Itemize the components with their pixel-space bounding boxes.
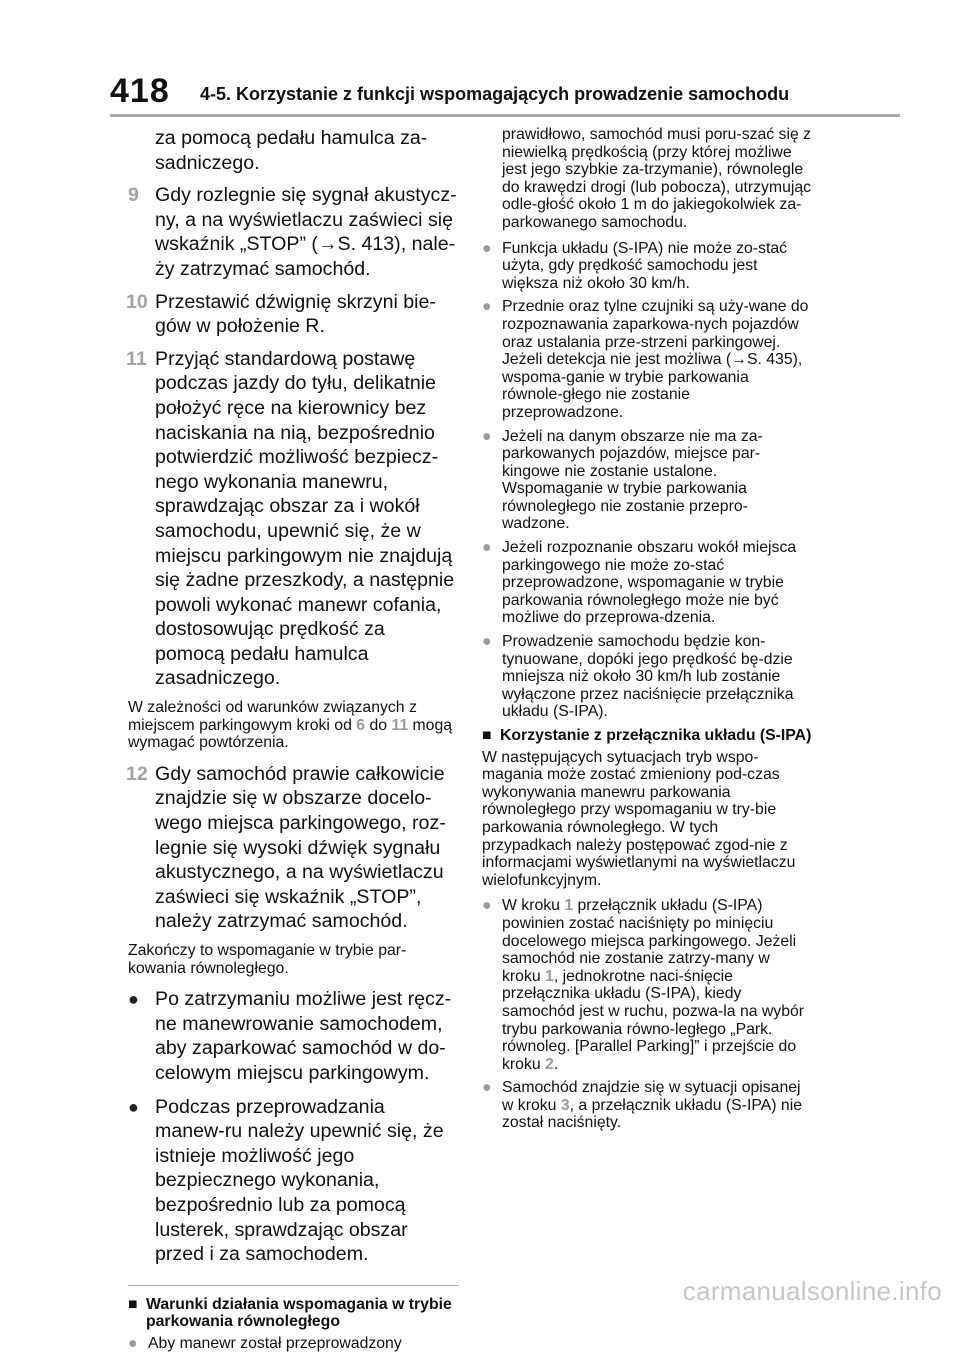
step-number: 12 [126,762,148,785]
step-text: Gdy rozlegnie się sygnał akustycz-ny, a na wyświetlaczu zaświeci się wskaźnik „STOP” (→S. 413), nale-ży zatrzymać samochód. [155,184,457,280]
bullet-item [482,298,812,421]
step-ref: 3 [560,1096,570,1114]
bullet-dot-icon: ● [482,239,492,257]
bullet-item [482,1079,812,1132]
bullet-text [502,1079,802,1131]
step-number: 11 [126,347,147,370]
step-ref: 2 [545,1055,554,1073]
intro-text: za pomocą pedału hamulca za-sadniczego. [155,127,428,174]
header-rule [110,114,900,117]
text-part: , jednokrotne naci-śnięcie przełącznika układu (S-IPA), kiedy samochód jest w ruchu, pozwa-la na wybór trybu parkowania równo-ległego „Park. równoleg. [Parallel Parking]” i przejście do kroku [502,967,805,1073]
text-part: przełącznik układu (S-IPA) powinien zostać naciśnięty po minięciu docelowego miejsca parkingowego. Jeżeli samochód nie zostanie zatrzy-many w kroku [502,897,797,985]
bullet-dot-icon: ● [128,1096,139,1117]
section-divider [128,1285,458,1286]
bullet-item [128,1095,458,1267]
square-bullet-icon: ■ [128,1295,138,1313]
step-text: Przestawić dźwignię skrzyni bie-gów w położenie R. [155,290,436,338]
bullet-dot-icon: ● [128,989,139,1010]
left-column [128,126,458,1359]
bullet-text: Jeżeli na danym obszarze nie ma za-parkowanych pojazdów, miejsce par-kingowe nie zostanie ustalone. Wspomaganie w trybie parkowania równoległego nie zostanie przepro-wadzone. [502,427,763,533]
section-title: 4-5. Korzystanie z funkcji wspomagających prowadzenie samochodu [200,84,790,104]
bullet-item [482,633,812,721]
note-text: W zależności od warunków związanych z miejscem parkingowym kroki od [128,699,417,734]
step-text: Gdy samochód prawie całkowicie znajdzie się w obszarze docelo-wego miejsca parkingowego, roz-legnie się wysoki dźwięk sygnału akustycznego, a na wyświetlaczu zaświeci się wskaźnik „STOP”, należy zatrzymać samochód. [155,762,446,933]
bullet-item [128,987,458,1085]
bullet-dot-icon: ● [482,539,492,557]
bullet-text: Prowadzenie samochodu będzie kon-tynuowane, dopóki jego prędkość bę-dzie mniejsza niż około 30 km/h lub zostanie wyłączone przez naciśnięcie przełącznika układu (S-IPA). [502,633,794,721]
step-number: 9 [128,184,139,207]
note-repeat-steps [128,699,458,752]
step-number: 10 [126,290,148,313]
note-end-assist: Zakończy to wspomaganie w trybie par-kowania równoległego. [128,942,407,977]
step-10 [128,290,458,339]
continued-text: prawidłowo, samochód musi poru-szać się z niewielką prędkością (przy której możliwe jest jego szybkie za-trzymanie), równolegle do krawędzi drogi (lub pobocza), utrzymując odle-głość około 1 m do jakiegokolwiek za-parkowanego samochodu. [502,126,812,231]
text-part: W kroku [502,897,560,915]
bullet-text: Aby manewr został przeprowadzony [148,1334,402,1352]
paragraph-text: W następujących sytuacjach tryb wspo-magania może zostać zmieniony pod-czas wykonywania manewru parkowania równoległego przy wspomaganiu w try-bie parkowania równoległego. W tych przypadkach należy postępować zgod-nie z informacjami wyświetlanymi na wyświetlaczu wielofunkcyjnym. [482,748,796,889]
bullet-text: Jeżeli rozpoznanie obszaru wokół miejsca parkingowego nie może zo-stać przeprowadzone, wspomaganie w trybie parkowania równoległego może nie być możliwe do przeprowa-dzenia. [502,539,797,627]
step-12 [128,762,458,934]
bullet-item [482,539,812,627]
text-part: . [553,1055,559,1073]
heading-text: Korzystanie z przełącznika układu (S-IPA) [500,727,812,744]
bullet-item [482,428,812,534]
note-text: mogą wymagać powtórzenia. [128,716,453,752]
step-text: Przyjąć standardową postawę podczas jazdy do tyłu, delikatnie położyć ręce na kierownicy bez naciskania na nią, bezpośrednio potwierdzić możliwość bezpiecz-nego wykonania manewru, sprawdzając obszar za i wokół samochodu, upewnić się, że w miejscu parkingowym nie znajdują się żadne przeszkody, a następnie powoli wykonać manewr cofania, dostosowując prędkość za pomocą pedału hamulca zasadniczego. [155,347,455,690]
step-ref: 1 [545,967,554,985]
page-header [0,0,960,120]
watermark: carmanualsonline.info [682,1276,942,1306]
bullet-dot-icon: ● [482,427,492,445]
bullet-dot-icon: ● [482,1079,492,1097]
note-text: do [369,716,388,734]
bullet-dot-icon: ● [128,1334,138,1352]
bullet-item [482,897,812,1073]
step-11 [128,347,458,691]
bullet-text: Przednie oraz tylne czujniki są uży-wane do rozpoznawania zaparkowa-nych pojazdów oraz ustalania prze-strzeni parkingowej. Jeżeli detekcja nie jest możliwa (→S. 435), wspoma-ganie w trybie parkowania równole-głego nie zostanie przeprowadzone. [502,298,809,421]
text-part: , a przełącznik układu (S-IPA) nie został naciśnięty. [502,1096,802,1132]
bullet-text [502,897,804,1072]
bullet-text: Funkcja układu (S-IPA) nie może zo-stać użyta, gdy prędkość samochodu jest większa niż około 30 km/h. [502,239,788,292]
right-column [482,126,812,1138]
bullet-item [128,1335,458,1353]
bullet-item [482,240,812,293]
text-part: Samochód znajdzie się w sytuacji opisanej w kroku [502,1079,801,1114]
step-ref: 6 [356,716,366,734]
step-9 [128,183,458,281]
bullet-dot-icon: ● [482,298,492,316]
square-bullet-icon: ■ [482,727,492,744]
heading-text: Warunki działania wspomagania w trybie parkowania równoległego [146,1295,452,1331]
step-ref: 1 [564,897,574,915]
bullet-dot-icon: ● [482,633,492,651]
page-number: 418 [110,72,170,110]
step-ref: 11 [391,716,409,734]
bullet-text: Podczas przeprowadzania manew-ru należy upewnić się, że istnieje możliwość jego bezpiecznego wykonania, bezpośrednio lub za pomocą lusterek, sprawdzając obszar przed i za samochodem. [155,1095,444,1266]
bullet-dot-icon: ● [482,897,492,915]
bullet-text: Po zatrzymaniu możliwe jest ręcz-ne manewrowanie samochodem, aby zaparkować samochód w do-celowym miejscu parkingowym. [155,988,452,1084]
section-heading [128,1296,458,1331]
section-heading [482,727,812,745]
